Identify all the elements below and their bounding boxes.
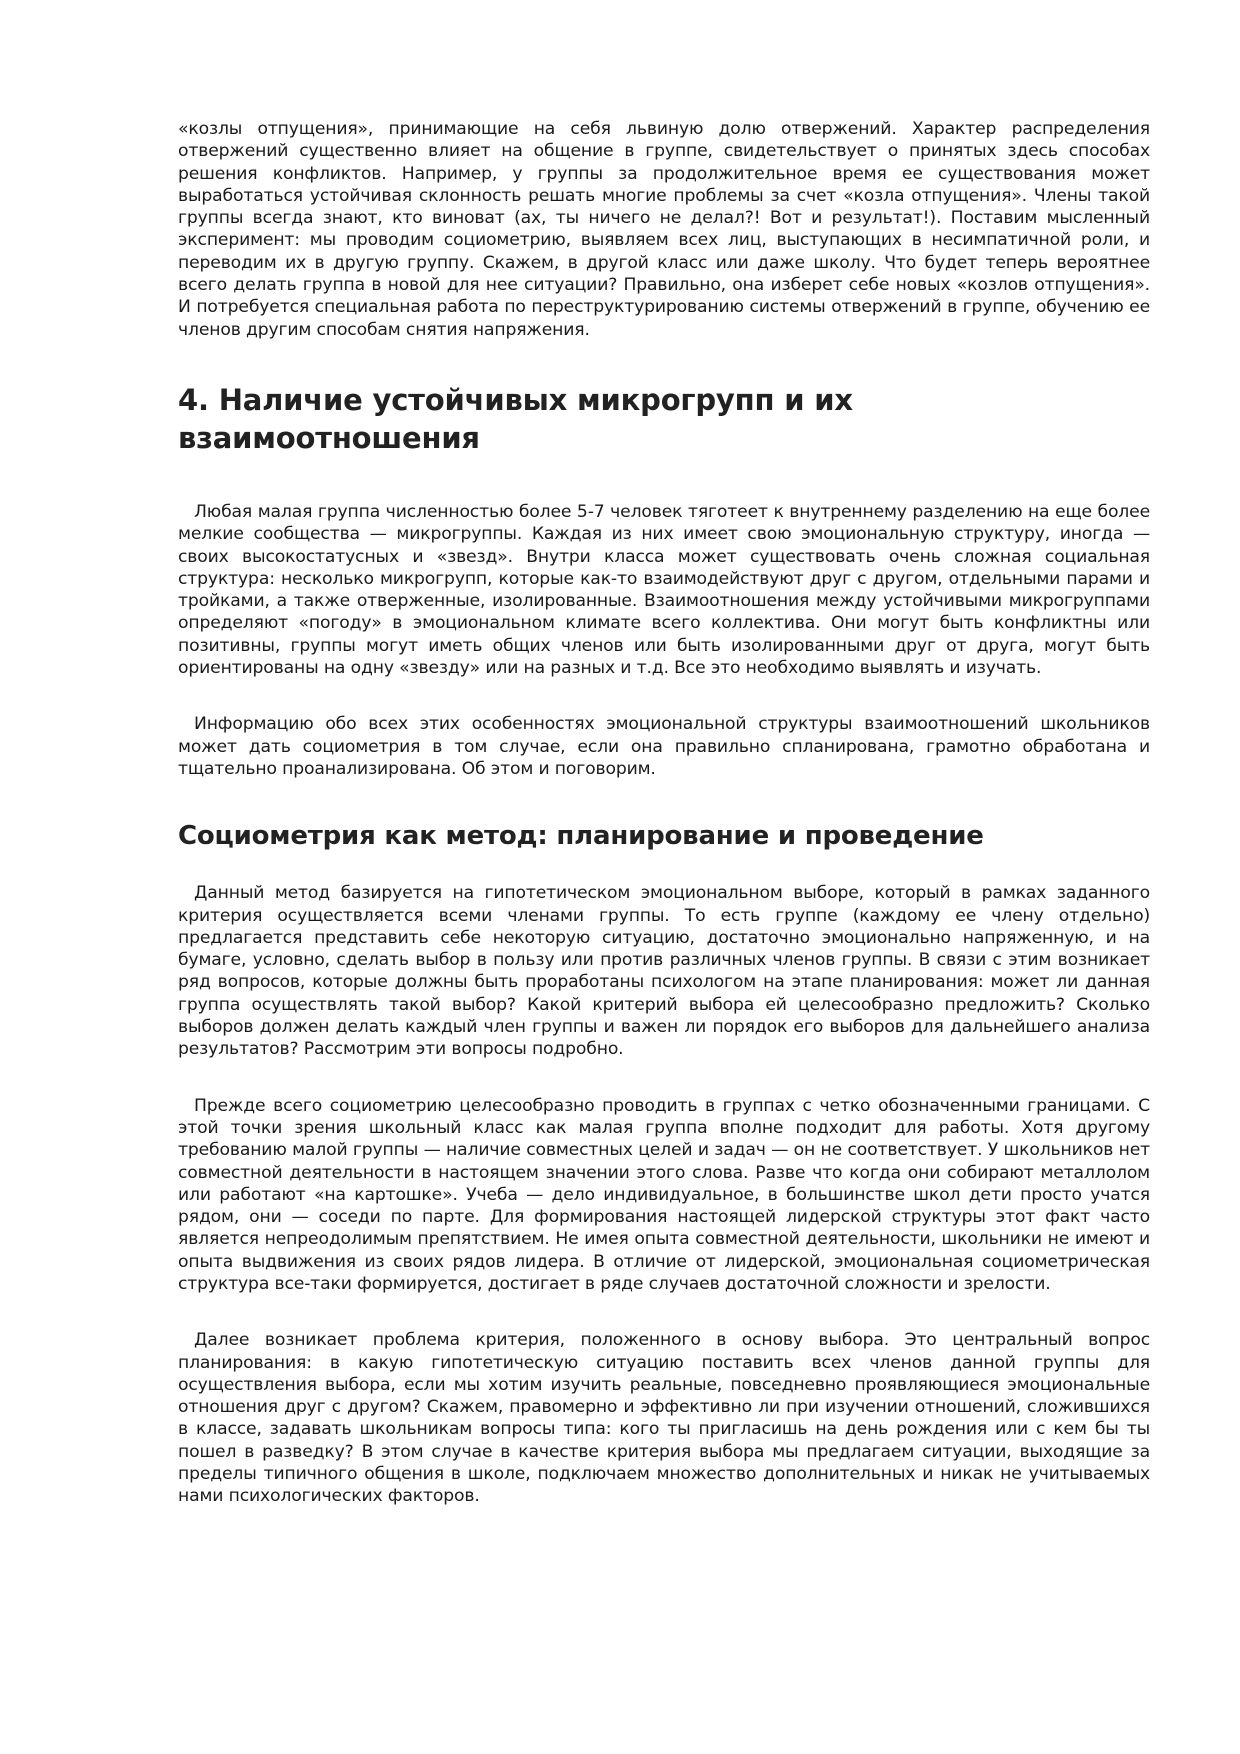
section-4-paragraph-2: Информацию обо всех этих особенностях эмоциональной структуры взаимоотношений школьников может дать социометрия в том случае, если она правильно спланирована, грамотно обработана и тщательно проанализирована. Об этом и поговорим. <box>178 714 1150 779</box>
document-page <box>178 118 1150 1508</box>
section-4-heading: 4. Наличие устойчивых микрогрупп и их взаимоотношения <box>178 382 853 455</box>
intro-paragraph: «козлы отпущения», принимающие на себя львиную долю отвержений. Характер распределения отвержений существенно влияет на общение в группе, свидетельствует о принятых здесь способах решения конфликтов. Например, у группы за продолжительное время ее существования может выработаться устойчивая склонность решать многие проблемы за счет «козла отпущения». Члены такой группы всегда знают, кто виноват (ах, ты ничего не делал?! Вот и результат!). Поставим мысленный эксперимент: мы проводим социометрию, выявляем всех лиц, выступающих в несимпатичной роли, и переводим их в другую группу. Скажем, в другой класс или даже школу. Что будет теперь вероятнее всего делать группа в новой для нее ситуации? Правильно, она изберет себе новых «козлов отпущения». И потребуется специальная работа по переструктурированию системы отвержений в группе, обучению ее членов другим способам снятия напряжения. <box>178 119 1150 340</box>
sociometry-paragraph-2: Прежде всего социометрию целесообразно проводить в группах с четко обозначенными границами. С этой точки зрения школьный класс как малая группа вполне подходит для работы. Хотя другому требованию малой группы — наличие совместных целей и задач — он не соответствует. У школьников нет совместной деятельности в настоящем значении этого слова. Разве что когда они собирают металлолом или работают «на картошке». Учеба — дело индивидуальное, в большинстве школ дети просто учатся рядом, они — соседи по парте. Для формирования настоящей лидерской структуры этот факт часто является непреодолимым препятствием. Не имея опыта совместной деятельности, школьники не имеют и опыта выдвижения из своих рядов лидера. В отличие от лидерской, эмоциональная социометрическая структура все-таки формируется, достигает в ряде случаев достаточной сложности и зрелости. <box>178 1095 1150 1294</box>
section-4-paragraph-1: Любая малая группа численностью более 5-7 человек тяготеет к внутреннему разделению на еще более мелкие сообщества — микрогруппы. Каждая из них имеет свою эмоциональную структуру, иногда — своих высокостатусных и «звезд». Внутри класса может существовать очень сложная социальная структура: несколько микрогрупп, которые как-то взаимодействуют друг с другом, отдельными парами и тройками, а также отверженные, изолированные. Взаимоотношения между устойчивыми микрогруппами определяют «погоду» в эмоциональном климате всего коллектива. Они могут быть конфликтны или позитивны, группы могут иметь общих членов или быть изолированными друг от друга, могут быть ориентированы на одну «звезду» или на разных и т.д. Все это необходимо выявлять и изучать. <box>178 501 1150 679</box>
sociometry-paragraph-1: Данный метод базируется на гипотетическом эмоциональном выборе, который в рамках заданного критерия осуществляется всеми членами группы. То есть группе (каждому ее члену отдельно) предлагается представить себе некоторую ситуацию, достаточно эмоционально напряженную, и на бумаге, условно, сделать выбор в пользу или против различных членов группы. В связи с этим возникает ряд вопросов, которые должны быть проработаны психологом на этапе планирования: может ли данная группа осуществлять такой выбор? Какой критерий выбора ей целесообразно предложить? Сколько выборов должен делать каждый член группы и важен ли порядок его выборов для дальнейшего анализа результатов? Рассмотрим эти вопросы подробно. <box>178 883 1150 1060</box>
sociometry-paragraph-3: Далее возникает проблема критерия, положенного в основу выбора. Это центральный вопрос планирования: в какую гипотетическую ситуацию поставить всех членов данной группы для осуществления выбора, если мы хотим изучить реальные, повседневно проявляющиеся эмоциональные отношения друг с другом? Скажем, правомерно и эффективно ли при изучении отношений, сложившихся в классе, задавать школьникам вопросы типа: кого ты пригласишь на день рождения или с кем бы ты пошел в разведку? В этом случае в качестве критерия выбора мы предлагаем ситуации, выходящие за пределы типичного общения в школе, подключаем множество дополнительных и никак не учитываемых нами психологических факторов. <box>178 1330 1150 1507</box>
sociometry-heading: Социометрия как метод: планирование и проведение <box>178 821 984 852</box>
